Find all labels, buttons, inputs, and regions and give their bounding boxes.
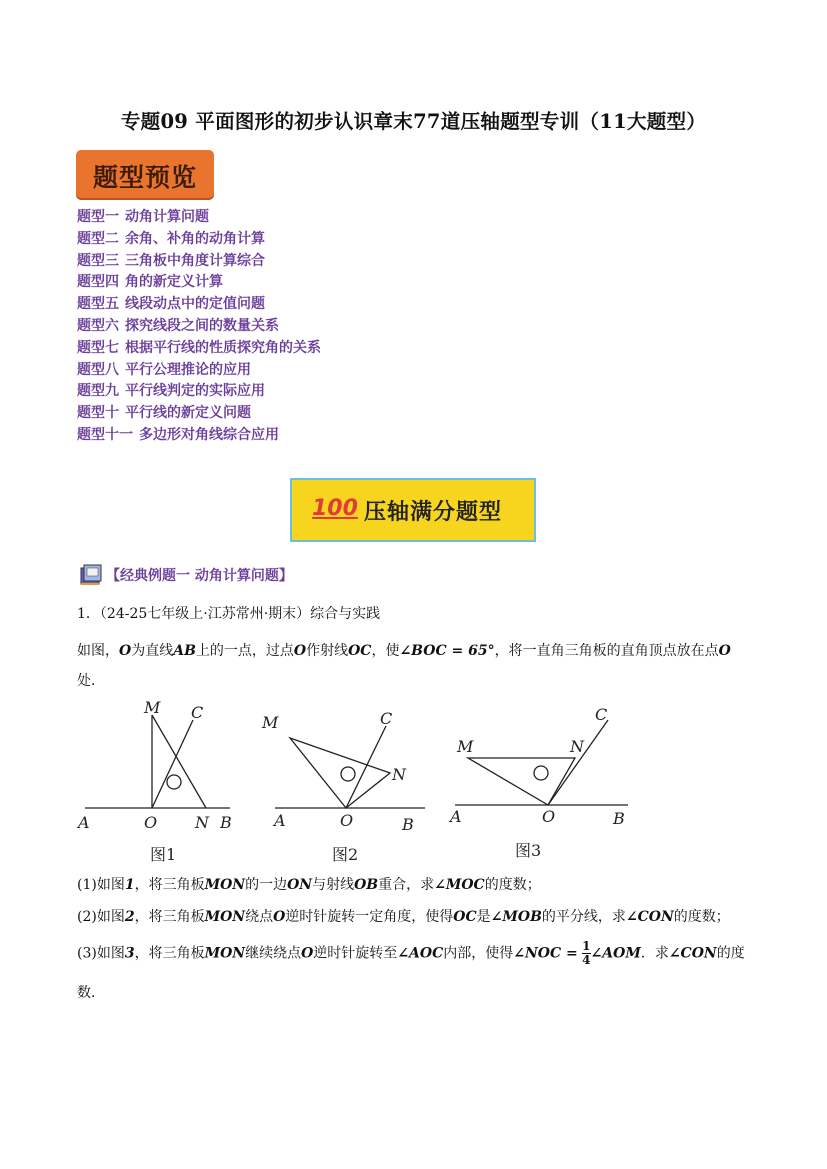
- preview-badge: [76, 150, 214, 198]
- question-source: 1．（24-25七年级上·江苏常州·期末）综合与实践: [77, 606, 381, 622]
- toc-item[interactable]: 题型十 平行线的新定义问题: [77, 405, 251, 422]
- label-C: C: [191, 703, 204, 722]
- page-title: 专题09 平面图形的初步认识章末77道压轴题型专训（11大题型）: [120, 110, 707, 133]
- label-N: N: [392, 765, 406, 784]
- toc-item[interactable]: 题型八 平行公理推论的应用: [77, 361, 251, 378]
- figure-3-caption: 图3: [515, 841, 542, 860]
- fraction-one-quarter: $\frac{1}{4}$: [582, 939, 591, 967]
- example-heading: 【经典例题一 动角计算问题】: [106, 568, 293, 584]
- toc-item[interactable]: 题型一 动角计算问题: [77, 209, 209, 225]
- label-C: C: [380, 709, 393, 728]
- question-part-2: (2)如图2，将三角板MON绕点O逆时针旋转一定角度，使得OC是∠MOB的平分线，求∠CON的度数；: [77, 909, 730, 925]
- label-N: N: [570, 737, 584, 756]
- label-B: B: [220, 813, 232, 832]
- label-B: B: [402, 815, 414, 834]
- label-O: O: [542, 807, 556, 826]
- hundred-points-icon: 100: [312, 496, 358, 521]
- label-A: A: [78, 813, 90, 832]
- toc-list: [77, 207, 321, 447]
- toc-item[interactable]: 题型三 三角板中角度计算综合: [77, 252, 265, 269]
- toc-item[interactable]: 题型十一 多边形对角线综合应用: [77, 426, 279, 443]
- geometry-figures: [70, 698, 640, 868]
- banner-text: 压轴满分题型: [364, 500, 503, 525]
- label-C: C: [595, 705, 608, 724]
- label-O: O: [144, 813, 158, 832]
- book-icon: [78, 562, 104, 588]
- figure-3: [455, 720, 628, 805]
- label-A: A: [450, 807, 462, 826]
- label-M: M: [262, 713, 279, 732]
- preview-badge-label: 题型预览: [92, 163, 197, 192]
- label-A: A: [274, 811, 286, 830]
- label-B: B: [613, 809, 625, 828]
- figure-2-caption: 图2: [332, 845, 359, 864]
- label-O: O: [340, 811, 354, 830]
- toc-item[interactable]: 题型九 平行线判定的实际应用: [77, 383, 265, 400]
- toc-item[interactable]: 题型六 探究线段之间的数量关系: [77, 317, 279, 334]
- question-part-3: (3)如图3，将三角板MON继续绕点O逆时针旋转至∠AOC内部，使得∠NOC = $\frac{1}{4}$ ∠AOM．求∠CON的度: [77, 939, 745, 967]
- label-M: M: [457, 737, 474, 756]
- toc-item[interactable]: 题型四 角的新定义计算: [77, 274, 223, 291]
- toc-item[interactable]: 题型七 根据平行线的性质探究角的关系: [77, 339, 321, 356]
- question-part-3-cont: 数．: [77, 985, 105, 1001]
- label-N: N: [195, 813, 209, 832]
- figure-1-caption: 图1: [150, 845, 177, 864]
- toc-item[interactable]: 题型二 余角、补角的动角计算: [77, 230, 265, 247]
- question-intro: 如图，O为直线AB上的一点，过点O作射线OC，使∠BOC = 65°，将一直角三角板的直角顶点放在点O 处．: [77, 643, 731, 689]
- toc-item[interactable]: 题型五 线段动点中的定值问题: [77, 296, 265, 313]
- label-M: M: [144, 698, 161, 717]
- full-score-banner: [290, 478, 536, 542]
- question-part-1: (1)如图1，将三角板MON的一边ON与射线OB重合，求∠MOC的度数；: [77, 877, 541, 893]
- figure-1: [85, 715, 230, 808]
